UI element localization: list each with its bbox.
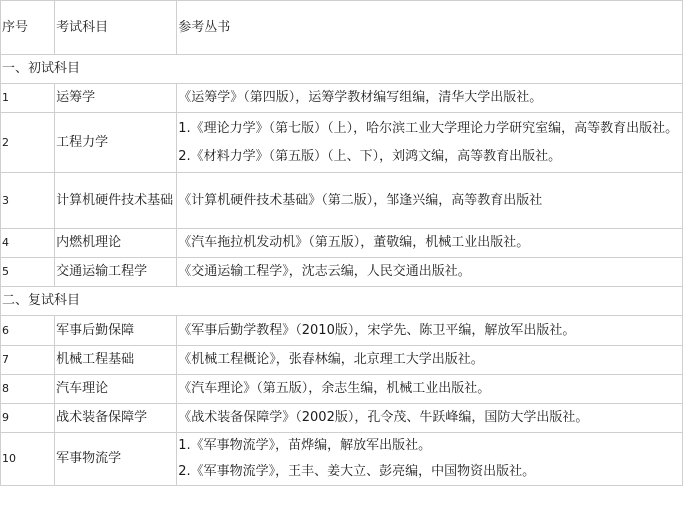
table-row bbox=[1, 84, 683, 113]
book-list bbox=[177, 84, 683, 113]
table-row bbox=[1, 404, 683, 433]
header-row bbox=[1, 1, 683, 55]
book-entry: 《机械工程概论》，张春林编，北京理工大学出版社。 bbox=[178, 352, 484, 367]
book-list bbox=[177, 113, 683, 173]
table-row bbox=[1, 316, 683, 346]
book-list bbox=[177, 173, 683, 229]
row-number: 5 bbox=[1, 258, 55, 287]
book-list bbox=[177, 433, 683, 486]
table-row bbox=[1, 433, 683, 486]
book-entry: 《汽车理论》（第五版），余志生编，机械工业出版社。 bbox=[178, 381, 491, 396]
subject-name: 汽车理论 bbox=[55, 375, 177, 404]
row-number: 3 bbox=[1, 173, 55, 229]
row-number: 10 bbox=[1, 433, 55, 486]
book-entry: 《战术装备保障学》（2002版），孔令茂、牛跃峰编，国防大学出版社。 bbox=[178, 410, 589, 425]
header-num: 序号 bbox=[1, 1, 55, 55]
table-row bbox=[1, 113, 683, 173]
subject-name: 计算机硬件技术基础 bbox=[55, 173, 177, 229]
subject-name: 军事物流学 bbox=[55, 433, 177, 486]
section-row bbox=[1, 55, 683, 84]
book-entry: 《汽车拖拉机发动机》（第五版），董敬编，机械工业出版社。 bbox=[178, 235, 530, 250]
section-row bbox=[1, 287, 683, 316]
book-list bbox=[177, 404, 683, 433]
table-row bbox=[1, 229, 683, 258]
book-entry: 1.《理论力学》（第七版）（上），哈尔滨工业大学理论力学研究室编，高等教育出版社。 bbox=[178, 120, 679, 136]
row-number: 6 bbox=[1, 316, 55, 346]
book-entry: 《军事后勤学教程》（2010版），宋学先、陈卫平编，解放军出版社。 bbox=[178, 322, 576, 338]
book-list bbox=[177, 258, 683, 287]
book-entry: 《交通运输工程学》，沈志云编，人民交通出版社。 bbox=[178, 264, 471, 279]
book-list bbox=[177, 316, 683, 346]
table-row bbox=[1, 346, 683, 375]
book-list bbox=[177, 375, 683, 404]
subject-name: 运筹学 bbox=[55, 84, 177, 113]
row-number: 4 bbox=[1, 229, 55, 258]
row-number: 2 bbox=[1, 113, 55, 173]
table-row bbox=[1, 173, 683, 229]
book-entry: 2.《军事物流学》，王丰、姜大立、彭亮编，中国物资出版社。 bbox=[178, 464, 536, 479]
book-list bbox=[177, 346, 683, 375]
subject-name: 军事后勤保障 bbox=[55, 316, 177, 346]
header-subject: 考试科目 bbox=[55, 1, 177, 55]
row-number: 1 bbox=[1, 84, 55, 113]
row-number: 9 bbox=[1, 404, 55, 433]
row-number: 7 bbox=[1, 346, 55, 375]
book-entry: 《运筹学》（第四版），运筹学教材编写组编，清华大学出版社。 bbox=[178, 90, 543, 105]
subject-name: 内燃机理论 bbox=[55, 229, 177, 258]
subject-name: 战术装备保障学 bbox=[55, 404, 177, 433]
book-entry: 2.《材料力学》（第五版）（上、下），刘鸿文编，高等教育出版社。 bbox=[178, 148, 562, 164]
header-books: 参考丛书 bbox=[177, 1, 683, 55]
row-number: 8 bbox=[1, 375, 55, 404]
table-row bbox=[1, 375, 683, 404]
book-entry: 1.《军事物流学》，苗烨编，解放军出版社。 bbox=[178, 438, 432, 453]
book-entry: 《计算机硬件技术基础》（第二版），邹逢兴编，高等教育出版社 bbox=[178, 192, 543, 208]
subject-name: 工程力学 bbox=[55, 113, 177, 173]
section-title: 一、初试科目 bbox=[1, 55, 683, 84]
table-row bbox=[1, 258, 683, 287]
book-list bbox=[177, 229, 683, 258]
subject-name: 交通运输工程学 bbox=[55, 258, 177, 287]
subject-name: 机械工程基础 bbox=[55, 346, 177, 375]
section-title: 二、复试科目 bbox=[1, 287, 683, 316]
